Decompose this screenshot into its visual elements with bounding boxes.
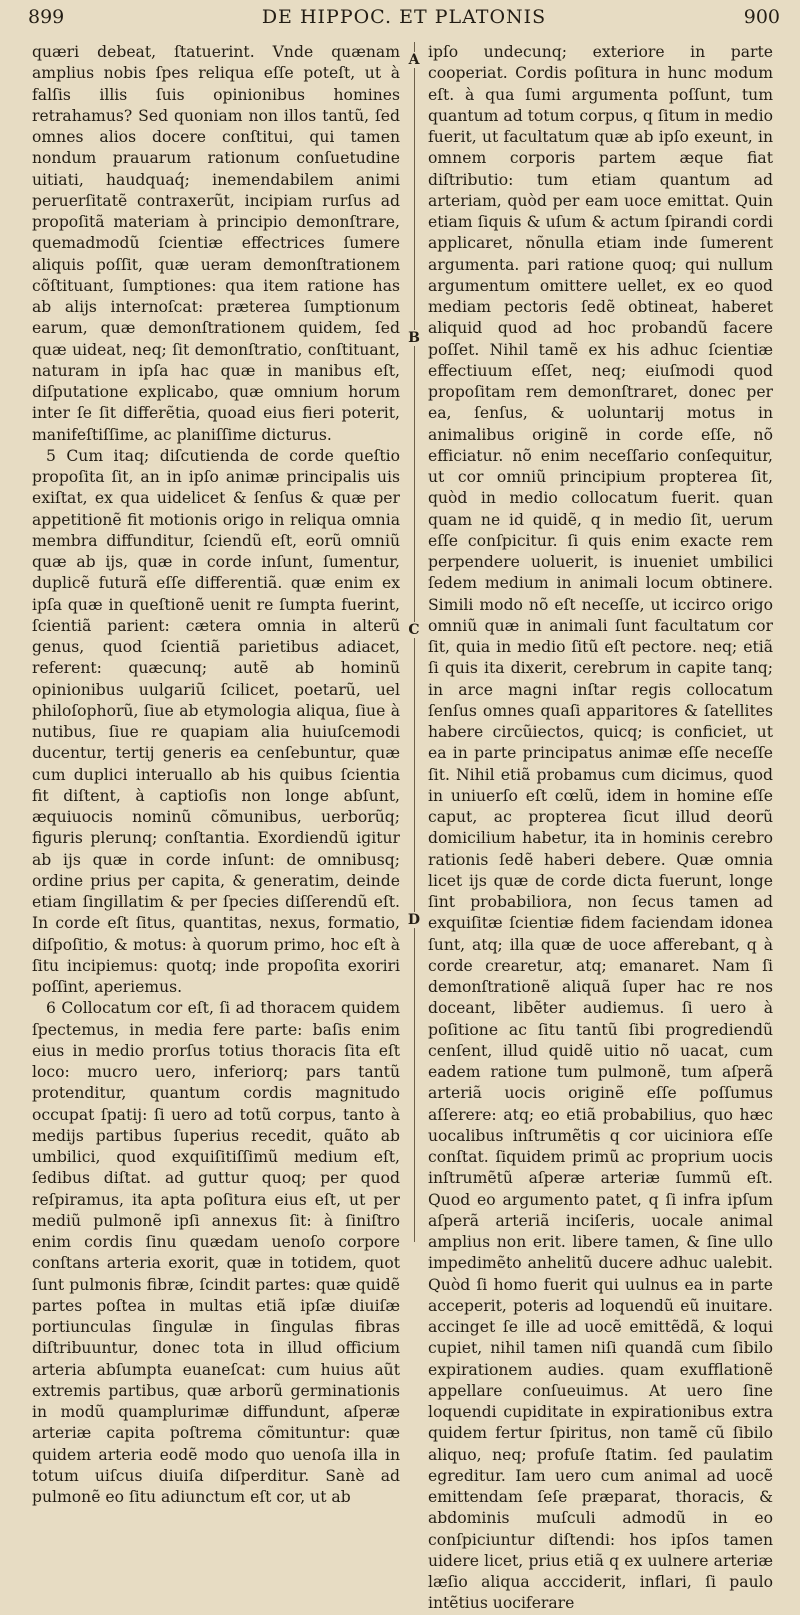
paragraph: quæri debeat, ſtatuerint. Vnde quænam amplius nobis ſpes reliqua eſſe poteſt, ut à falſis illis ſuis opinionibus homines retrahamus? Sed quoniam non illos tantũ, ſed omnes alios docere conſtitui, qui tamen nondum prauarum rationum conſuetudine uitiati, haudquaq́; inemendabilem animi peruerſitatẽ contraxerũt, incipiam rurſus ad propoſitã materiam à principio demonſtrare, quemadmodũ ſcientiæ effectrices ſumere aliquis poſſit, quæ ueram demonſtrationem cõſtituant, ſumptiones: qua item ratione has ab alijs internoſcat: præterea ſumptionum earum, quæ demonſtrationem quidem, ſed quæ uideat, neq; ſit demonſtratio, conſtituant, naturam in ipſa hac quæ in manibus eſt, diſputatione explicabo, quæ omnium horum inter ſe ſit differẽtia, quoad eius fieri poterit, manifeſtiſſime, ac planiſſime dicturus. [32, 43, 400, 444]
margin-letter-c: C [404, 622, 424, 638]
paragraph-section-5: 5 Cum itaq; diſcutienda de corde queſtio propoſita ſit, an in ipſo animæ principalis uis exiſtat, ex qua uidelicet & ſenſus & quæ per appetitionẽ fit motionis origo in reliqua omnia membra diffunditur, ſciendũ eſt, eorũ omniũ quæ ab ijs, quæ in corde inſunt, ſumentur, duplicẽ futurã eſſe differentiã. quæ enim ex ipſa quæ in queſtionẽ uenit re ſumpta fuerint, ſcientiã parient: cætera omnia in alterũ genus, quod ſcientiã parietibus adiacet, referent: quæcunq; autẽ ab hominũ opinionibus uulgariũ ſcilicet, poetarũ, uel philoſophorũ, ſiue ab etymologia aliqua, ſiue à nutibus, ſiue re quapiam alia huiuſcemodi ducentur, tertij generis ea cenſebuntur, quæ cum duplici interuallo ab his quibus ſcientia fit diſtent, à captioſis non longe abſunt, æquiuocis nominũ cõmunibus, uerborũq; figuris plerunq; conſtantia. Exordiendũ igitur ab ijs quæ in corde inſunt: de omnibusq; ordine prius per capita, & generatim, deinde etiam ſingillatim & per ſpecies diſſerendũ eſt. In corde eſt ſitus, quantitas, nexus, formatio, diſpoſitio, & motus: à quorum primo, hoc eſt à ſitu incipiemus: quotq; inde propoſita exoriri poſſint, aperiemus. [32, 446, 400, 996]
right-column [428, 42, 773, 1613]
margin-letter-d: D [404, 912, 424, 928]
column-divider [414, 42, 415, 1242]
left-column [32, 42, 400, 1506]
running-head [28, 6, 780, 36]
margin-letter-a: A [404, 52, 424, 68]
paragraph: ipſo undecunq; exteriore in parte cooperiat. Cordis poſitura in hunc modum eſt. à qua ſumi argumenta poſſunt, tum quantum ad totum corpus, q ſitum in medio fuerit, ut facultatum quæ ab ipſo exeunt, in omnem corporis partem æque fiat diſtributio: tum etiam quantum ad arteriam, quòd per eam uoce emittat. Quin etiam ſiquis & uſum & actum ſpirandi cordi applicaret, nõnulla etiam inde ſumerent argumenta. pari ratione quoq; qui nullum argumentum omittere uellet, ex eo quod mediam pectoris ſedẽ obtineat, haberet aliquid quod ad hoc probandũ facere poſſet. Nihil tamẽ ex his adhuc ſcientiæ effectiuum eſſet, neq; eiuſmodi quod propoſitam rem demonſtraret, donec per ea, ſenſus, & uoluntarij motus in animalibus originẽ in corde eſſe, nõ efficiatur. nõ enim neceſſario conſequitur, ut cor omniũ principium propterea ſit, quòd in medio collocatum fuerit. quan quam ne id quidẽ, q in medio ſit, uerum eſſe conſpicitur. ſi quis enim exacte rem perpendere uoluerit, is inueniet umbilici ſedem medium in animali locum obtinere. Simili modo nõ eſt neceſſe, ut iccirco origo omniũ quæ in animali ſunt facultatum cor ſit, quia in medio ſitũ eſt pectore. neq; etiã ſi quis ita dixerit, cerebrum in capite tanq; in arce magni inſtar regis collocatum ſenſus omnes quaſi apparitores & ſatellites habere circũiectos, quicq; is conficiet, ut ea in parte principatus animæ eſſe neceſſe ſit. Nihil etiã probamus cum dicimus, quod in uniuerſo eſt cœlũ, idem in homine eſſe caput, ac propterea ſicut illud deorũ domicilium habetur, ita in hominis cerebro rationis ſedẽ haberi debere. Quæ omnia licet ijs quæ de corde dicta fuerunt, longe ſint probabiliora, non ſecus tamen ad exquiſitæ ſcientiæ fidem faciendam idonea ſunt, atq; illa quæ de uoce afferebant, q à corde crearetur, atq; emanaret. Nam ſi demonſtrationẽ aliquã ſuper hac re nos doceant, libẽter audiemus. ſi uero à poſitione ac ſitu tantũ ſibi progrediendũ cenſent, illud quidẽ uitio nõ uacat, cum eadem ratione tum pulmonẽ, tum aſperã arteriã uocis originẽ eſſe poſſumus aſſerere: atq; eo etiã probabilius, quo hæc uocalibus inſtrumẽtis q cor uiciniora eſſe conſtat. ſiquidem primũ ac proprium uocis inſtrumẽtũ aſperæ arteriæ ſummũ eſt. Quod eo argumento patet, q ſi infra ipſum aſperã arteriã inciſeris, uocale animal amplius non erit. libere tamen, & ſine ullo impedimẽto anhelitũ ducere adhuc ualebit. Quòd ſi homo fuerit qui uulnus ea in parte acceperit, poteris ad loquendũ eũ inuitare. accinget ſe ille ad uocẽ emittẽdã, & loqui cupiet, nihil tamen niſi quandã cum ſibilo expirationem audies. quam exufflationẽ appellare conſueuimus. At uero ſine loquendi cupiditate in expirationibus extra quidem fertur ſpiritus, non tamẽ cũ ſibilo aliquo, neq; profuſe ſtatim. ſed paulatim egreditur. Iam uero cum animal ad uocẽ emittendam ſeſe præparat, thoracis, & abdominis muſculi admodũ in eo conſpiciuntur diſtendi: hos ipſos tamen uidere licet, prius etiã q ex uulnere arteriæ læſio aliqua accciderit, inflari, ſi paulo intẽtius uociferare [428, 43, 773, 1613]
paragraph-section-6: 6 Collocatum cor eſt, ſi ad thoracem quidem ſpectemus, in media fere parte: baſis enim eius in medio prorſus totius thoracis ſita eſt loco: mucro uero, inferiorq; pars tantũ protenditur, quantum cordis magnitudo occupat ſpatij: ſi uero ad totũ corpus, tanto à medijs partibus ſuperius recedit, quãto ab umbilici, quod exquiſitiſſimũ medium eſt, ſedibus diſtat. ad guttur quoq; per quod reſpiramus, ita apta poſitura eius eſt, ut per mediũ pulmonẽ ipſi annexus ſit: à ſiniſtro enim cordis ſinu quædam uenoſo corpore conſtans arteria exorit, quæ in totidem, quot ſunt pulmonis fibræ, ſcindit partes: quæ quidẽ partes poſtea in multas etiã ipſæ diuiſæ portiunculas ſingulæ in ſingulas fibras diſtribuuntur, donec tota in illud officium arteria abſumpta euaneſcat: cum huius aũt extremis partibus, quæ arborũ germinationis in modũ quamplurimæ diffundunt, aſperæ arteriæ capita poſtrema cõmituntur: quæ quidem arteria eodẽ modo quo uenoſa illa in totum uiſcus diuiſa diſperditur. Sanè ad pulmonẽ eo ſitu adiunctum eſt cor, ut ab [32, 999, 400, 1506]
running-title: DE HIPPOC. ET PLATONIS [261, 6, 547, 28]
page-number-right: 900 [743, 6, 780, 28]
margin-letter-b: B [404, 330, 424, 346]
page-number-left: 899 [28, 6, 65, 28]
